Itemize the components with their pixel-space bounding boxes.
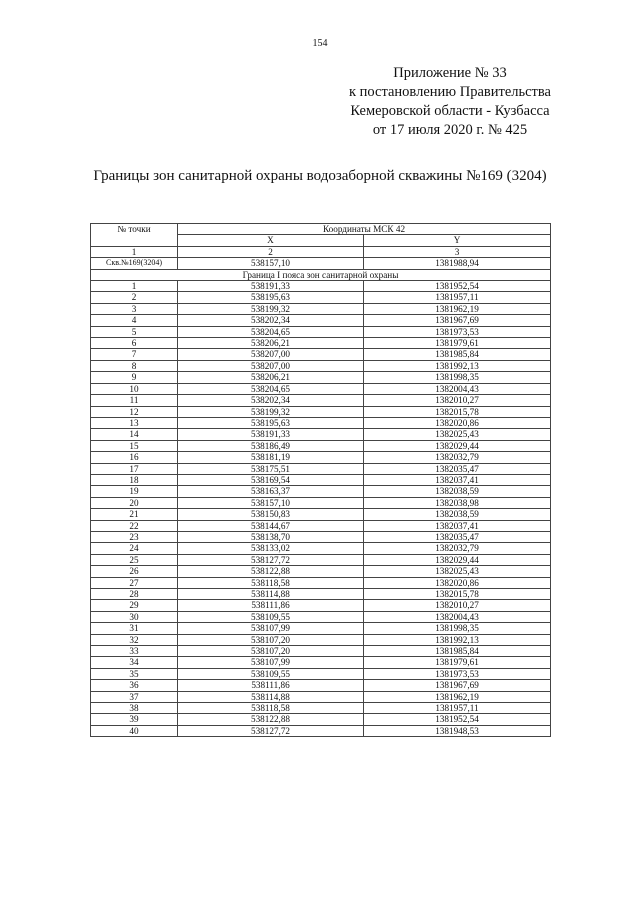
appendix-line: Приложение № 33: [393, 65, 507, 81]
point-number-cell: 38: [91, 703, 178, 714]
x-cell: 538191,33: [178, 429, 364, 440]
document-title: Границы зон санитарной охраны водозаборной скважины №169 (3204): [93, 168, 547, 184]
x-cell: 538199,32: [178, 406, 364, 417]
y-cell: 1381998,35: [364, 372, 551, 383]
y-cell: 1382029,44: [364, 440, 551, 451]
point-number-cell: 24: [91, 543, 178, 554]
point-number-cell: 23: [91, 531, 178, 542]
y-cell: 1381973,53: [364, 668, 551, 679]
point-number-cell: 10: [91, 383, 178, 394]
table-row: [91, 577, 551, 588]
y-cell: 1381962,19: [364, 303, 551, 314]
table-row: [91, 531, 551, 542]
table-row: [91, 463, 551, 474]
table-row: [91, 338, 551, 349]
point-number-cell: 19: [91, 486, 178, 497]
x-cell: 538109,55: [178, 668, 364, 679]
y-cell: 1382010,27: [364, 395, 551, 406]
table-row: [91, 315, 551, 326]
point-number-cell: 11: [91, 395, 178, 406]
x-cell: 538186,49: [178, 440, 364, 451]
header-x: X: [178, 235, 364, 246]
point-number-cell: 7: [91, 349, 178, 360]
x-cell: 538122,88: [178, 714, 364, 725]
point-number-cell: 27: [91, 577, 178, 588]
x-cell: 538118,58: [178, 577, 364, 588]
point-number-cell: 28: [91, 589, 178, 600]
x-cell: 538107,20: [178, 634, 364, 645]
table-row: [91, 417, 551, 428]
zone-label: Граница I пояса зон санитарной охраны: [91, 269, 551, 280]
column-number: 3: [364, 246, 551, 257]
y-cell: 1382020,86: [364, 577, 551, 588]
y-cell: 1382004,43: [364, 383, 551, 394]
x-cell: 538111,86: [178, 680, 364, 691]
y-cell: 1382035,47: [364, 531, 551, 542]
point-number-cell: 31: [91, 623, 178, 634]
table-row: [91, 566, 551, 577]
x-cell: 538109,55: [178, 611, 364, 622]
y-cell: 1381948,53: [364, 725, 551, 736]
point-number-cell: 4: [91, 315, 178, 326]
point-number-cell: 13: [91, 417, 178, 428]
x-cell: 538206,21: [178, 338, 364, 349]
point-number-cell: 26: [91, 566, 178, 577]
point-number-cell: 6: [91, 338, 178, 349]
table-row: [91, 520, 551, 531]
y-cell: 1382029,44: [364, 554, 551, 565]
table-row: [91, 646, 551, 657]
point-number-cell: 30: [91, 611, 178, 622]
table-row: [91, 497, 551, 508]
point-number-cell: 21: [91, 509, 178, 520]
x-cell: 538114,88: [178, 691, 364, 702]
y-cell: 1381962,19: [364, 691, 551, 702]
table-row: [91, 360, 551, 371]
y-cell: 1382038,59: [364, 509, 551, 520]
y-cell: 1382037,41: [364, 520, 551, 531]
table-row: [91, 452, 551, 463]
appendix-block: [300, 64, 600, 140]
x-cell: 538207,00: [178, 349, 364, 360]
y-cell: 1382035,47: [364, 463, 551, 474]
y-cell: 1381992,13: [364, 360, 551, 371]
point-number-cell: 15: [91, 440, 178, 451]
y-cell: 1381998,35: [364, 623, 551, 634]
point-number-cell: 39: [91, 714, 178, 725]
x-cell: 538122,88: [178, 566, 364, 577]
x-cell: 538118,58: [178, 703, 364, 714]
table-row: [91, 509, 551, 520]
y-cell: 1382038,98: [364, 497, 551, 508]
point-number-cell: 36: [91, 680, 178, 691]
y-cell: 1381967,69: [364, 315, 551, 326]
point-number-cell: 9: [91, 372, 178, 383]
y-cell: 1382038,59: [364, 486, 551, 497]
table-row: [91, 395, 551, 406]
y-cell: 1381992,13: [364, 634, 551, 645]
header-point-number: № точки: [91, 224, 178, 247]
well-x: 538157,10: [178, 258, 364, 269]
x-cell: 538150,83: [178, 509, 364, 520]
table-row: [91, 691, 551, 702]
point-number-cell: 14: [91, 429, 178, 440]
table-row: [91, 680, 551, 691]
x-cell: 538207,00: [178, 360, 364, 371]
table-row: [91, 611, 551, 622]
y-cell: 1381957,11: [364, 292, 551, 303]
table-row: [91, 703, 551, 714]
y-cell: 1382015,78: [364, 589, 551, 600]
y-cell: 1381979,61: [364, 338, 551, 349]
point-number-cell: 5: [91, 326, 178, 337]
zone-label-row: [91, 269, 551, 280]
y-cell: 1382015,78: [364, 406, 551, 417]
point-number-cell: 37: [91, 691, 178, 702]
coordinates-table: [90, 223, 551, 737]
x-cell: 538181,19: [178, 452, 364, 463]
y-cell: 1381952,54: [364, 281, 551, 292]
table-row: [91, 623, 551, 634]
table-row: [91, 634, 551, 645]
y-cell: 1382020,86: [364, 417, 551, 428]
x-cell: 538199,32: [178, 303, 364, 314]
table-row: [91, 657, 551, 668]
x-cell: 538195,63: [178, 292, 364, 303]
table-row: [91, 474, 551, 485]
x-cell: 538195,63: [178, 417, 364, 428]
x-cell: 538107,20: [178, 646, 364, 657]
point-number-cell: 1: [91, 281, 178, 292]
point-number-cell: 18: [91, 474, 178, 485]
x-cell: 538204,65: [178, 326, 364, 337]
appendix-line: Кемеровской области - Кузбасса: [350, 103, 550, 119]
table-column-numbers-row: [91, 246, 551, 257]
x-cell: 538138,70: [178, 531, 364, 542]
point-number-cell: 29: [91, 600, 178, 611]
x-cell: 538191,33: [178, 281, 364, 292]
x-cell: 538107,99: [178, 623, 364, 634]
x-cell: 538202,34: [178, 395, 364, 406]
y-cell: 1381979,61: [364, 657, 551, 668]
point-number-cell: 25: [91, 554, 178, 565]
point-number-cell: 8: [91, 360, 178, 371]
y-cell: 1381952,54: [364, 714, 551, 725]
x-cell: 538127,72: [178, 725, 364, 736]
y-cell: 1381973,53: [364, 326, 551, 337]
column-number: 2: [178, 246, 364, 257]
x-cell: 538114,88: [178, 589, 364, 600]
well-name: Скв.№169(3204): [91, 258, 178, 269]
table-row: [91, 486, 551, 497]
x-cell: 538144,67: [178, 520, 364, 531]
point-number-cell: 16: [91, 452, 178, 463]
point-number-cell: 3: [91, 303, 178, 314]
table-row: [91, 554, 551, 565]
x-cell: 538202,34: [178, 315, 364, 326]
table-row: [91, 372, 551, 383]
x-cell: 538111,86: [178, 600, 364, 611]
y-cell: 1382032,79: [364, 452, 551, 463]
y-cell: 1382010,27: [364, 600, 551, 611]
point-number-cell: 17: [91, 463, 178, 474]
table-row: [91, 600, 551, 611]
point-number-cell: 12: [91, 406, 178, 417]
x-cell: 538163,37: [178, 486, 364, 497]
table-row: [91, 589, 551, 600]
y-cell: 1382032,79: [364, 543, 551, 554]
table-row: [91, 326, 551, 337]
point-number-cell: 20: [91, 497, 178, 508]
table-row: [91, 383, 551, 394]
table-row: [91, 440, 551, 451]
x-cell: 538206,21: [178, 372, 364, 383]
y-cell: 1382037,41: [364, 474, 551, 485]
x-cell: 538157,10: [178, 497, 364, 508]
table-row: [91, 281, 551, 292]
point-number-cell: 2: [91, 292, 178, 303]
point-number-cell: 22: [91, 520, 178, 531]
table-row: [91, 725, 551, 736]
x-cell: 538169,54: [178, 474, 364, 485]
table-row: [91, 303, 551, 314]
y-cell: 1382004,43: [364, 611, 551, 622]
table-header-row: [91, 224, 551, 235]
x-cell: 538107,99: [178, 657, 364, 668]
x-cell: 538204,65: [178, 383, 364, 394]
y-cell: 1382025,43: [364, 429, 551, 440]
y-cell: 1381985,84: [364, 349, 551, 360]
y-cell: 1381957,11: [364, 703, 551, 714]
appendix-line: к постановлению Правительства: [349, 84, 551, 100]
x-cell: 538175,51: [178, 463, 364, 474]
y-cell: 1381967,69: [364, 680, 551, 691]
point-number-cell: 32: [91, 634, 178, 645]
table-row: [91, 349, 551, 360]
y-cell: 1381985,84: [364, 646, 551, 657]
well-row: [91, 258, 551, 269]
header-y: Y: [364, 235, 551, 246]
table-row: [91, 543, 551, 554]
point-number-cell: 33: [91, 646, 178, 657]
table-row: [91, 714, 551, 725]
x-cell: 538133,02: [178, 543, 364, 554]
header-coordinates: Координаты МСК 42: [178, 224, 551, 235]
y-cell: 1382025,43: [364, 566, 551, 577]
well-y: 1381988,94: [364, 258, 551, 269]
page-number: 154: [312, 38, 328, 49]
x-cell: 538127,72: [178, 554, 364, 565]
table-row: [91, 292, 551, 303]
table-row: [91, 406, 551, 417]
table-row: [91, 429, 551, 440]
appendix-line: от 17 июля 2020 г. № 425: [372, 122, 528, 138]
column-number: 1: [91, 246, 178, 257]
point-number-cell: 40: [91, 725, 178, 736]
point-number-cell: 35: [91, 668, 178, 679]
table-row: [91, 668, 551, 679]
point-number-cell: 34: [91, 657, 178, 668]
